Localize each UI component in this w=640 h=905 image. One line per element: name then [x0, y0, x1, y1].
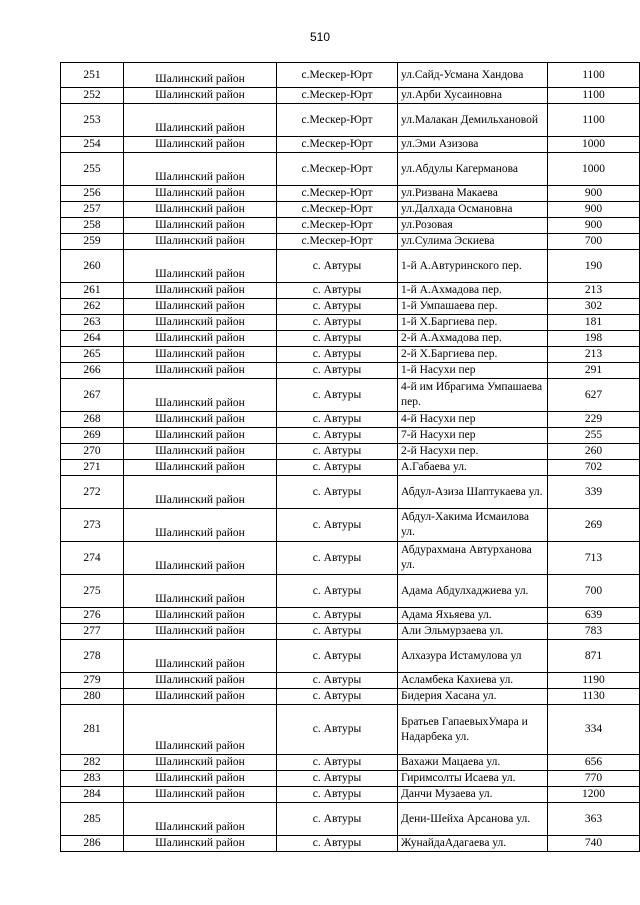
table-row: [61, 331, 640, 347]
value-cell: 702: [548, 460, 640, 476]
value-cell: 302: [548, 299, 640, 315]
row-number: 262: [61, 299, 124, 315]
village-cell: с.Мескер-Юрт: [277, 104, 398, 137]
village-cell: с. Автуры: [277, 331, 398, 347]
table-row: [61, 575, 640, 608]
value-cell: 363: [548, 803, 640, 836]
value-cell: 740: [548, 836, 640, 852]
row-number: 284: [61, 787, 124, 803]
table-row: [61, 444, 640, 460]
street-cell: Абдул-Хакима Исмаилова ул.: [398, 509, 548, 542]
row-number: 271: [61, 460, 124, 476]
village-cell: с. Автуры: [277, 347, 398, 363]
row-number: 261: [61, 283, 124, 299]
value-cell: 900: [548, 202, 640, 218]
table-row: [61, 673, 640, 689]
table-row: [61, 299, 640, 315]
village-cell: с.Мескер-Юрт: [277, 202, 398, 218]
row-number: 264: [61, 331, 124, 347]
street-cell: 2-й А.Ахмадова пер.: [398, 331, 548, 347]
value-cell: 198: [548, 331, 640, 347]
row-number: 256: [61, 186, 124, 202]
street-table: [60, 62, 640, 852]
village-cell: с. Автуры: [277, 299, 398, 315]
table-row: [61, 363, 640, 379]
value-cell: 656: [548, 755, 640, 771]
value-cell: 1200: [548, 787, 640, 803]
village-cell: с. Автуры: [277, 315, 398, 331]
district-cell: Шалинский район: [124, 315, 277, 331]
village-cell: с.Мескер-Юрт: [277, 234, 398, 250]
district-cell: Шалинский район: [124, 186, 277, 202]
value-cell: 639: [548, 608, 640, 624]
row-number: 251: [61, 63, 124, 88]
value-cell: 900: [548, 218, 640, 234]
street-cell: ЖунайдаАдагаева ул.: [398, 836, 548, 852]
district-cell: Шалинский район: [124, 836, 277, 852]
row-number: 258: [61, 218, 124, 234]
district-cell: Шалинский район: [124, 153, 277, 186]
village-cell: с. Автуры: [277, 444, 398, 460]
street-cell: ул.Сайд-Усмана Хандова: [398, 63, 548, 88]
table-row: [61, 63, 640, 88]
table-row: [61, 428, 640, 444]
district-cell: Шалинский район: [124, 331, 277, 347]
village-cell: с. Автуры: [277, 428, 398, 444]
table-row: [61, 283, 640, 299]
village-cell: с. Автуры: [277, 836, 398, 852]
district-cell: Шалинский район: [124, 104, 277, 137]
value-cell: 291: [548, 363, 640, 379]
street-cell: 1-й А.Ахмадова пер.: [398, 283, 548, 299]
district-cell: Шалинский район: [124, 640, 277, 673]
village-cell: с. Автуры: [277, 689, 398, 705]
value-cell: 700: [548, 234, 640, 250]
value-cell: 700: [548, 575, 640, 608]
row-number: 283: [61, 771, 124, 787]
village-cell: с. Автуры: [277, 640, 398, 673]
district-cell: Шалинский район: [124, 63, 277, 88]
district-cell: Шалинский район: [124, 234, 277, 250]
district-cell: Шалинский район: [124, 771, 277, 787]
row-number: 265: [61, 347, 124, 363]
street-cell: Бидерия Хасана ул.: [398, 689, 548, 705]
table-row: [61, 787, 640, 803]
street-cell: Алхазура Истамулова ул: [398, 640, 548, 673]
village-cell: с.Мескер-Юрт: [277, 137, 398, 153]
district-cell: Шалинский район: [124, 803, 277, 836]
row-number: 260: [61, 250, 124, 283]
row-number: 274: [61, 542, 124, 575]
street-cell: ул.Ризвана Макаева: [398, 186, 548, 202]
row-number: 255: [61, 153, 124, 186]
village-cell: с.Мескер-Юрт: [277, 218, 398, 234]
village-cell: с. Автуры: [277, 509, 398, 542]
street-cell: Адама Яхьяева ул.: [398, 608, 548, 624]
district-cell: Шалинский район: [124, 250, 277, 283]
table-row: [61, 803, 640, 836]
district-cell: Шалинский район: [124, 299, 277, 315]
district-cell: Шалинский район: [124, 705, 277, 755]
village-cell: с. Автуры: [277, 575, 398, 608]
table-row: [61, 315, 640, 331]
row-number: 257: [61, 202, 124, 218]
value-cell: 1190: [548, 673, 640, 689]
table-row: [61, 218, 640, 234]
value-cell: 627: [548, 379, 640, 412]
village-cell: с. Автуры: [277, 803, 398, 836]
street-cell: ул.Арби Хусаиновна: [398, 88, 548, 104]
row-number: 285: [61, 803, 124, 836]
value-cell: 181: [548, 315, 640, 331]
table-row: [61, 250, 640, 283]
street-cell: 1-й А.Автуринского пер.: [398, 250, 548, 283]
row-number: 276: [61, 608, 124, 624]
row-number: 254: [61, 137, 124, 153]
value-cell: 900: [548, 186, 640, 202]
district-cell: Шалинский район: [124, 787, 277, 803]
table-row: [61, 202, 640, 218]
page-number: 510: [309, 30, 331, 44]
value-cell: 229: [548, 412, 640, 428]
value-cell: 770: [548, 771, 640, 787]
value-cell: 1000: [548, 153, 640, 186]
district-cell: Шалинский район: [124, 444, 277, 460]
street-cell: 2-й Х.Баргиева пер.: [398, 347, 548, 363]
district-cell: Шалинский район: [124, 509, 277, 542]
table-row: [61, 705, 640, 755]
district-cell: Шалинский район: [124, 137, 277, 153]
village-cell: с. Автуры: [277, 787, 398, 803]
value-cell: 1130: [548, 689, 640, 705]
street-cell: 1-й Умпашаева пер.: [398, 299, 548, 315]
row-number: 263: [61, 315, 124, 331]
village-cell: с. Автуры: [277, 673, 398, 689]
row-number: 272: [61, 476, 124, 509]
village-cell: с. Автуры: [277, 363, 398, 379]
value-cell: 260: [548, 444, 640, 460]
street-cell: Вахажи Мацаева ул.: [398, 755, 548, 771]
value-cell: 269: [548, 509, 640, 542]
street-cell: 1-й Насухи пер: [398, 363, 548, 379]
value-cell: 713: [548, 542, 640, 575]
value-cell: 1100: [548, 88, 640, 104]
street-cell: 2-й Насухи пер.: [398, 444, 548, 460]
street-cell: Братьев ГапаевыхУмара и Надарбека ул.: [398, 705, 548, 755]
table-row: [61, 608, 640, 624]
row-number: 270: [61, 444, 124, 460]
district-cell: Шалинский район: [124, 624, 277, 640]
street-cell: Али Эльмурзаева ул.: [398, 624, 548, 640]
value-cell: 783: [548, 624, 640, 640]
table-row: [61, 347, 640, 363]
table-row: [61, 186, 640, 202]
street-cell: ул.Розовая: [398, 218, 548, 234]
row-number: 279: [61, 673, 124, 689]
table-row: [61, 104, 640, 137]
row-number: 282: [61, 755, 124, 771]
street-cell: ул.Малакан Демильхановой: [398, 104, 548, 137]
row-number: 266: [61, 363, 124, 379]
district-cell: Шалинский район: [124, 689, 277, 705]
table-row: [61, 689, 640, 705]
value-cell: 190: [548, 250, 640, 283]
table-row: [61, 624, 640, 640]
district-cell: Шалинский район: [124, 218, 277, 234]
table-row: [61, 509, 640, 542]
street-cell: Асламбека Кахиева ул.: [398, 673, 548, 689]
value-cell: 1000: [548, 137, 640, 153]
street-cell: А.Габаева ул.: [398, 460, 548, 476]
district-cell: Шалинский район: [124, 608, 277, 624]
table-row: [61, 755, 640, 771]
village-cell: с.Мескер-Юрт: [277, 153, 398, 186]
row-number: 275: [61, 575, 124, 608]
village-cell: с. Автуры: [277, 460, 398, 476]
village-cell: с. Автуры: [277, 542, 398, 575]
table-row: [61, 476, 640, 509]
district-cell: Шалинский район: [124, 379, 277, 412]
district-cell: Шалинский район: [124, 88, 277, 104]
district-cell: Шалинский район: [124, 542, 277, 575]
village-cell: с.Мескер-Юрт: [277, 186, 398, 202]
table-row: [61, 771, 640, 787]
row-number: 259: [61, 234, 124, 250]
district-cell: Шалинский район: [124, 755, 277, 771]
village-cell: с.Мескер-Юрт: [277, 88, 398, 104]
table-row: [61, 412, 640, 428]
value-cell: 213: [548, 347, 640, 363]
district-cell: Шалинский район: [124, 412, 277, 428]
table-row: [61, 379, 640, 412]
value-cell: 334: [548, 705, 640, 755]
row-number: 268: [61, 412, 124, 428]
district-cell: Шалинский район: [124, 283, 277, 299]
row-number: 273: [61, 509, 124, 542]
street-cell: ул.Сулима Эскиева: [398, 234, 548, 250]
village-cell: с. Автуры: [277, 705, 398, 755]
district-cell: Шалинский район: [124, 460, 277, 476]
row-number: 253: [61, 104, 124, 137]
district-cell: Шалинский район: [124, 476, 277, 509]
street-cell: ул.Далхада Османовна: [398, 202, 548, 218]
village-cell: с.Мескер-Юрт: [277, 63, 398, 88]
street-cell: 1-й Х.Баргиева пер.: [398, 315, 548, 331]
street-cell: Дени-Шейха Арсанова ул.: [398, 803, 548, 836]
street-cell: 7-й Насухи пер: [398, 428, 548, 444]
district-cell: Шалинский район: [124, 575, 277, 608]
table-row: [61, 542, 640, 575]
row-number: 286: [61, 836, 124, 852]
district-cell: Шалинский район: [124, 202, 277, 218]
table-row: [61, 640, 640, 673]
village-cell: с. Автуры: [277, 755, 398, 771]
village-cell: с. Автуры: [277, 476, 398, 509]
street-table-body: [61, 63, 640, 852]
district-cell: Шалинский район: [124, 428, 277, 444]
street-cell: Данчи Музаева ул.: [398, 787, 548, 803]
village-cell: с. Автуры: [277, 250, 398, 283]
value-cell: 871: [548, 640, 640, 673]
table-row: [61, 234, 640, 250]
row-number: 280: [61, 689, 124, 705]
district-cell: Шалинский район: [124, 347, 277, 363]
street-cell: ул.Эми Азизова: [398, 137, 548, 153]
street-cell: Абдурахмана Автурханова ул.: [398, 542, 548, 575]
value-cell: 339: [548, 476, 640, 509]
village-cell: с. Автуры: [277, 283, 398, 299]
village-cell: с. Автуры: [277, 379, 398, 412]
value-cell: 255: [548, 428, 640, 444]
table-row: [61, 153, 640, 186]
village-cell: с. Автуры: [277, 412, 398, 428]
row-number: 277: [61, 624, 124, 640]
street-cell: Адама Абдулхаджиева ул.: [398, 575, 548, 608]
table-row: [61, 836, 640, 852]
row-number: 267: [61, 379, 124, 412]
row-number: 281: [61, 705, 124, 755]
row-number: 269: [61, 428, 124, 444]
street-cell: Гиримсолты Исаева ул.: [398, 771, 548, 787]
street-cell: 4-й Насухи пер: [398, 412, 548, 428]
village-cell: с. Автуры: [277, 608, 398, 624]
street-cell: 4-й им Ибрагима Умпашаева пер.: [398, 379, 548, 412]
district-cell: Шалинский район: [124, 363, 277, 379]
table-row: [61, 460, 640, 476]
village-cell: с. Автуры: [277, 771, 398, 787]
street-cell: ул.Абдулы Кагерманова: [398, 153, 548, 186]
value-cell: 213: [548, 283, 640, 299]
value-cell: 1100: [548, 104, 640, 137]
row-number: 278: [61, 640, 124, 673]
district-cell: Шалинский район: [124, 673, 277, 689]
table-row: [61, 137, 640, 153]
value-cell: 1100: [548, 63, 640, 88]
table-row: [61, 88, 640, 104]
village-cell: с. Автуры: [277, 624, 398, 640]
row-number: 252: [61, 88, 124, 104]
street-cell: Абдул-Азиза Шаптукаева ул.: [398, 476, 548, 509]
